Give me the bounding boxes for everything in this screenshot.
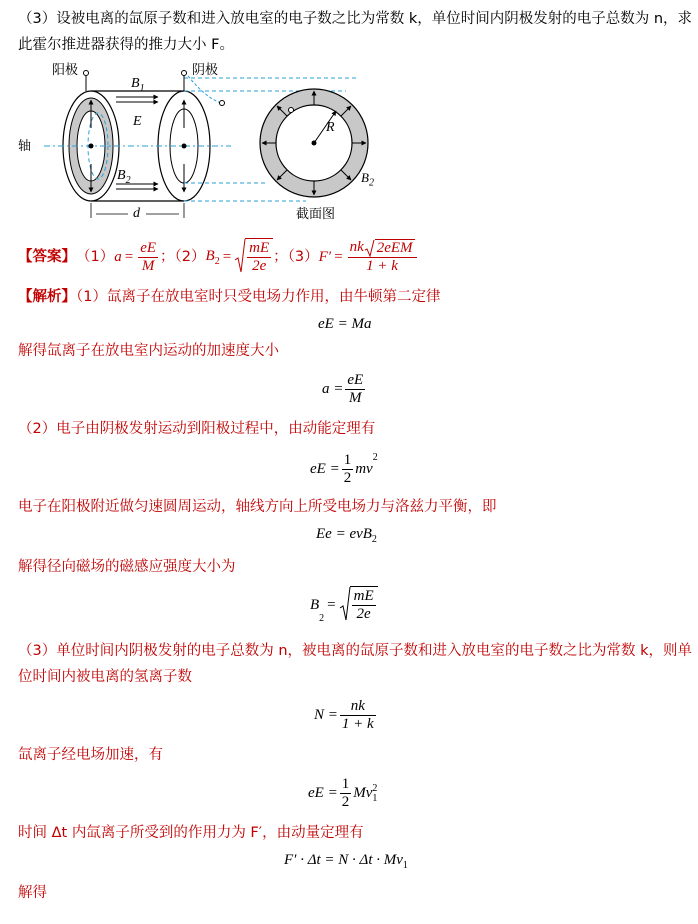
analysis-line-4: 电子在阳极附近做匀速圆周运动，轴线方向上所受电场力与洛兹力平衡，即 [18, 499, 497, 515]
question-line-2: 此霍尔推进器获得的推力大小 F。 [18, 37, 234, 53]
analysis-line-8: 时间 Δt 内氙离子所受到的作用力为 F′，由动量定理有 [18, 825, 364, 841]
analysis-tag: 【解析】 [18, 289, 76, 305]
analysis-line-6a: （3）单位时间内阴极发射的电子总数为 n，被电离的氙原子数和进入放电室的电子数之比为常数 k，则单 [18, 643, 693, 659]
answer-a-symbol: a [114, 248, 122, 265]
b1-label: $B_1$ [131, 76, 145, 94]
cathode-label: 阴极 [192, 63, 219, 78]
b2-label: $B_2$ [117, 168, 131, 186]
eq-ion-kinetic: eE = $\frac{1}{2}$ Mv 2 1 [308, 776, 378, 810]
question-line-1: （3）设被电离的氙原子数和进入放电室的电子数之比为常数 k，单位时间内阴极发射的电子总数为 n，求 [18, 11, 693, 27]
analysis-line-7: 氙离子经电场加速，有 [18, 747, 163, 763]
hall-thruster-figure [16, 58, 386, 228]
analysis-line-1: 【解析】（1）氙离子在放电室时只受电场力作用，由牛顿第二定律 [18, 289, 441, 305]
eq-balance: Ee = evB$_2$ [316, 526, 377, 545]
eq-newton: eE = Ma [318, 316, 372, 332]
answer-part2: ；（2） [160, 249, 206, 265]
radius-label: R [326, 120, 335, 135]
answer-a-fraction: $\frac{eE}{M}$ [140, 239, 157, 274]
eq-momentum: $F' \cdot \Delta t = N \cdot \Delta t \cdot Mv_1$ [284, 852, 408, 871]
b2-section-label: $B_2$ [361, 170, 374, 189]
d-label: d [133, 206, 140, 221]
eq-kinetic: eE = $\frac{1}{2}$ mv $^2$ [310, 452, 378, 486]
answer-eq-sign: = [334, 248, 343, 265]
analysis-line-3: （2）电子由阴极发射运动到阳极过程中，由动能定理有 [18, 421, 376, 437]
analysis-line-5: 解得径向磁场的磁感应强度大小为 [18, 559, 236, 575]
anode-label: 阳极 [52, 63, 79, 78]
eq-ion-count: N = $\frac{nk}{1 + k}$ [314, 698, 374, 732]
axis-label: 轴 [18, 139, 32, 154]
answer-f-symbol: F′ [318, 248, 332, 265]
answer-f-fraction: nk 2eEM 1 + k [348, 239, 417, 275]
answer-tag: 【答案】 [18, 249, 76, 265]
answer-b2-symbol: $B_2$ [205, 247, 220, 267]
answer-eq-sign: = [124, 248, 134, 265]
answer-line [18, 240, 419, 274]
section-view-label: 截面图 [296, 207, 336, 222]
eq-accel: a = $\frac{eE}{M}$ [322, 372, 364, 406]
e-field-label: E [133, 114, 142, 129]
answer-b2-sqrt: $\frac{mE}{2e}$ [234, 238, 273, 276]
answer-part3: ；（3） [273, 249, 319, 265]
analysis-line-6b: 位时间内被电离的氢离子数 [18, 669, 192, 685]
answer-eq-sign: = [222, 248, 232, 265]
analysis-line-2: 解得氙离子在放电室内运动的加速度大小 [18, 343, 279, 359]
eq-b2: B $_2$ = $\frac{mE}{2e}$ [310, 586, 378, 624]
answer-part1: （1） [76, 249, 115, 265]
analysis-line-9: 解得 [18, 885, 47, 901]
